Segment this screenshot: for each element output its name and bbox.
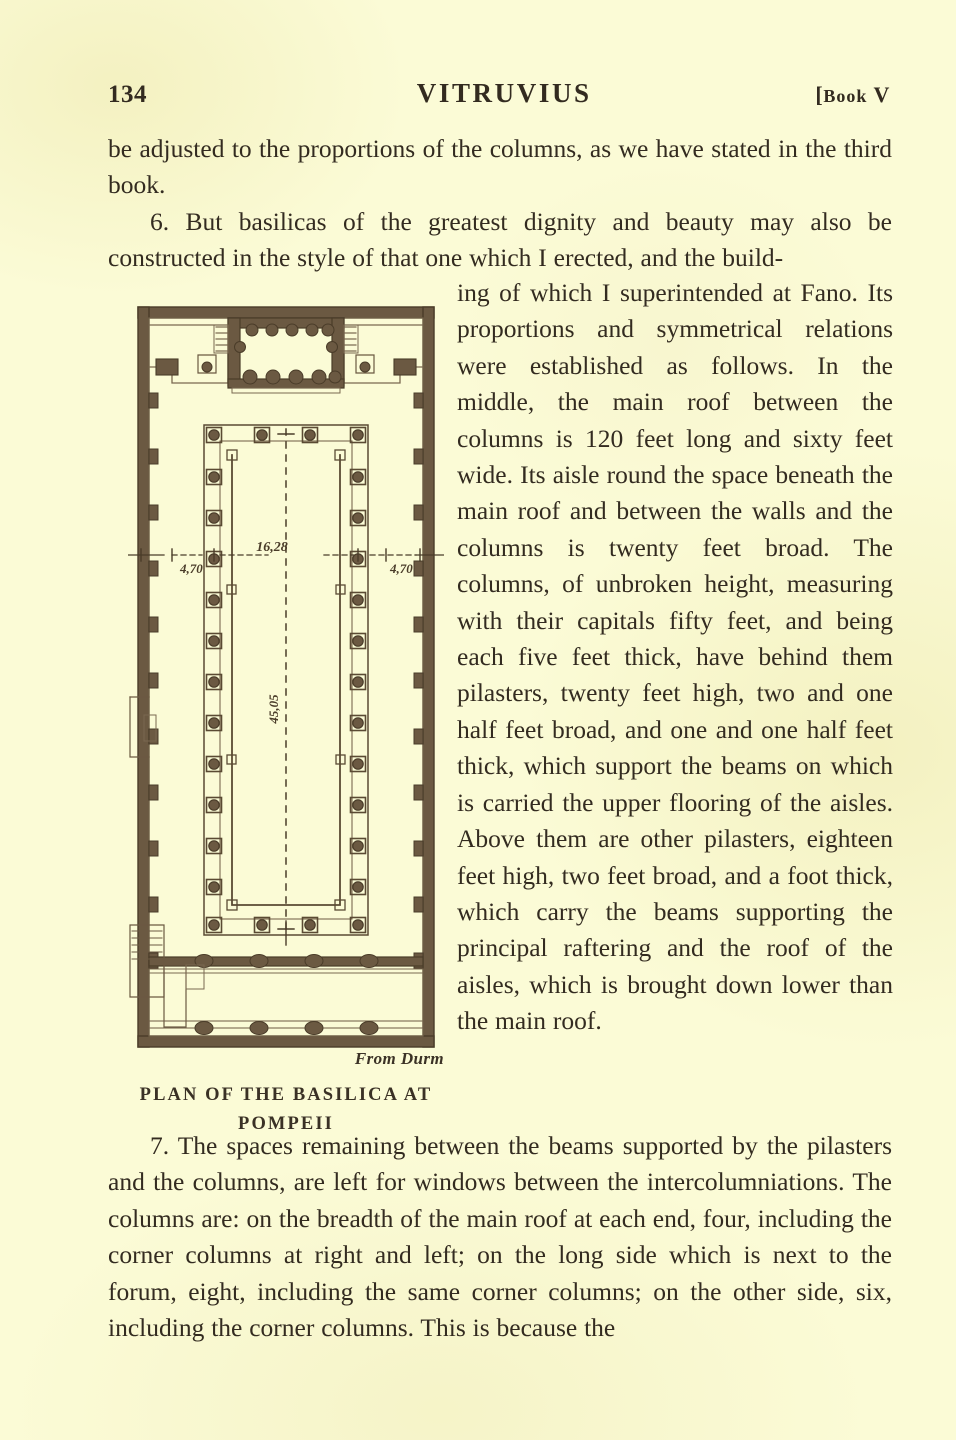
running-head (108, 78, 890, 112)
paragraph-continuation: be adjusted to the proportions of the columns, as we have stated in the third book. (108, 134, 892, 200)
dimension-right-aisle: 4,70 (390, 561, 413, 576)
bottom-text-block (108, 1128, 892, 1346)
figure-credit: From Durm (354, 1049, 444, 1068)
plan-drawing (128, 297, 444, 1065)
paragraph-section-7: 7. The spaces remaining between the beams supported by the pilasters and the columns, are left for windows between the intercolumniations. The columns are: on the breadth of the main roof at each end, four, including the corner columns at right and left; on the long side which is next to the forum, eight, including the same corner columns; on the other side, six, including the corner columns. This is because the (108, 1131, 892, 1343)
paragraph-section-6-continued: ing of which I superintended at Fano. Its proportions and symmetrical relations were established as follows. In the middle, the main roof between the columns is 120 feet long and sixty feet wide. Its aisle round the space beneath the main roof and between the walls and the columns is twenty feet broad. The columns, of unbroken height, measuring with their capitals fifty feet, and being each five feet thick, have behind them pilasters, twenty feet high, two and one half feet broad, and one and one half feet thick, which support the beams on which is carried the upper flooring of the aisles. Above them are other pilasters, eighteen feet high, two feet broad, and a foot thick, which carry the beams supporting the principal raftering and the roof of the aisles, which is brought down lower than the main roof. (457, 278, 893, 1036)
book-reference (815, 82, 890, 108)
running-title: VITRUVIUS (416, 78, 592, 108)
dimension-nave: 16,28 (256, 540, 288, 555)
book-ref-number: V (873, 82, 890, 107)
dimension-length: 45,05 (266, 694, 281, 724)
book-ref-word: Book (823, 86, 868, 106)
book-ref-bracket: [ (815, 82, 824, 107)
caption-line-2: POMPEII (238, 1114, 334, 1134)
right-column-text (457, 275, 893, 1040)
basilica-plan-svg (128, 297, 444, 1065)
lead-text-block (108, 131, 892, 277)
paragraph-section-6: 6. But basilicas of the greatest dignity and beauty may also be constructed in the style of that one which I erected, and the build- (108, 206, 892, 273)
dimension-left-aisle: 4,70 (180, 561, 203, 576)
caption-line-1: PLAN OF THE BASILICA AT (139, 1085, 433, 1105)
figure-basilica-plan (128, 297, 444, 1134)
page-folio-number: 134 (108, 81, 147, 108)
